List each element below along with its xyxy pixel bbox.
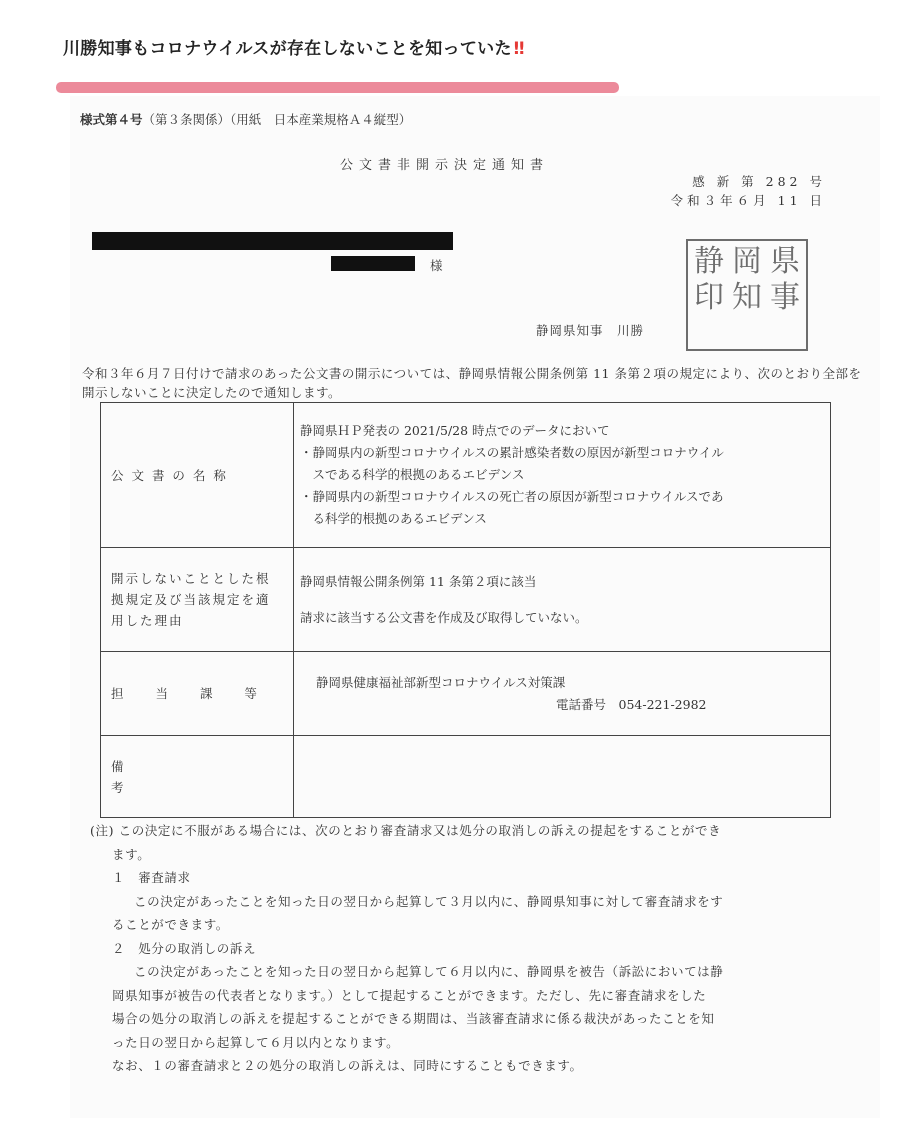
post-headline: [63, 34, 525, 59]
redacted-block-addressee: [331, 256, 415, 271]
reason-rule: 静岡県情報公開条例第 11 条第２項に該当: [300, 573, 537, 589]
reason-label: 開示しないこととした根拠規定及び当該規定を適用した理由: [111, 571, 271, 628]
notes-item-text: この決定があったことを知った日の翌日から起算して６月以内に、静岡県を被告（訴訟においては静: [134, 964, 724, 979]
seal-glyph: 岡: [732, 244, 762, 279]
notice-table: [100, 402, 831, 818]
notes-section: [90, 819, 860, 1078]
notes-item-title: １ 審査請求: [112, 870, 191, 885]
table-row: [101, 652, 831, 736]
notes-item-text: 場合の処分の取消しの訴えを提起することができる期間は、当該審査請求に係る裁決があったことを知: [112, 1011, 715, 1026]
form-label: [80, 110, 411, 128]
row-value: [294, 652, 831, 736]
row-label: [101, 548, 294, 652]
redacted-block-name: [92, 232, 453, 250]
notes-item-text: った日の翌日から起算して６月以内となります。: [112, 1034, 400, 1050]
row-label: [101, 736, 294, 818]
row-value: [294, 548, 831, 652]
notes-item-text: なお、１の審査請求と２の処分の取消しの訴えは、同時にすることもできます。: [112, 1058, 583, 1073]
document-name-line: 静岡県ＨＰ発表の 2021/5/28 時点でのデータにおいて: [300, 423, 610, 438]
document-name-line: る科学的根拠のあるエビデンス: [300, 511, 487, 526]
remarks-value: [294, 736, 831, 818]
seal-glyph: 印: [694, 280, 724, 315]
document-name-line: ・静岡県内の新型コロナウイルスの累計感染者数の原因が新型コロナウイル: [300, 445, 724, 460]
issuer-name: 静岡県知事 川勝: [536, 323, 645, 338]
seal-glyph: 県: [770, 244, 800, 279]
notes-item-title: ２ 処分の取消しの訴え: [112, 940, 257, 956]
official-seal-stamp: [686, 239, 808, 351]
document-number: 感 新 第 282 号: [692, 174, 826, 189]
document-date: 令和３年６月 11 日: [670, 193, 826, 208]
notes-item-text: 岡県知事が被告の代表者となります。）として提起することができます。ただし、先に審査請求をした: [112, 987, 707, 1003]
department-name: 静岡県健康福祉部新型コロナウイルス対策課: [316, 674, 566, 690]
department-label: 担 当 課 等: [111, 686, 271, 701]
remarks-label: 備 考: [111, 758, 234, 795]
document-title: 公文書非開示決定通知書: [340, 158, 550, 173]
form-number: 様式第４号: [80, 112, 143, 127]
notes-intro: (注) この決定に不服がある場合には、次のとおり審査請求又は処分の取消しの訴えの提起をすることができ: [90, 823, 722, 838]
table-row: [101, 403, 831, 548]
addressee-suffix: 様: [430, 258, 443, 273]
table-row: [101, 548, 831, 652]
document-reference: [671, 172, 826, 210]
double-exclamation-icon: ‼: [513, 39, 525, 59]
official-notice-document: [70, 96, 880, 1118]
notice-intro: 令和３年６月７日付けで請求のあった公文書の開示については、静岡県情報公開条例第 11 条第２項の規定により、次のとおり全部を開示しないことに決定したので通知します。: [82, 366, 862, 400]
row-label: [101, 652, 294, 736]
seal-glyph: 知: [732, 280, 762, 315]
row-value: [294, 403, 831, 548]
document-name-label: 公 文 書 の 名 称: [111, 467, 228, 483]
department-phone: 電話番号 054-221-2982: [556, 696, 707, 712]
seal-glyph: 事: [770, 280, 800, 315]
reason-text: 請求に該当する公文書を作成及び取得していない。: [300, 609, 588, 625]
form-spec: （第３条関係）（用紙 日本産業規格Ａ４縦型）: [142, 112, 412, 127]
notes-item-text: この決定があったことを知った日の翌日から起算して３月以内に、静岡県知事に対して審査請求をす: [134, 893, 724, 909]
headline-text: 川勝知事もコロナウイルスが存在しないことを知っていた: [63, 39, 512, 59]
document-name-line: ・静岡県内の新型コロナウイルスの死亡者の原因が新型コロナウイルスであ: [300, 489, 724, 504]
row-label: [101, 403, 294, 548]
seal-glyph: 静: [694, 244, 724, 279]
document-name-line: スである科学的根拠のあるエビデンス: [300, 467, 525, 482]
headline-highlight-bar: [56, 82, 619, 93]
table-row: [101, 736, 831, 818]
notes-intro-cont: ます。: [112, 846, 151, 862]
notes-item-text: ることができます。: [112, 917, 229, 932]
